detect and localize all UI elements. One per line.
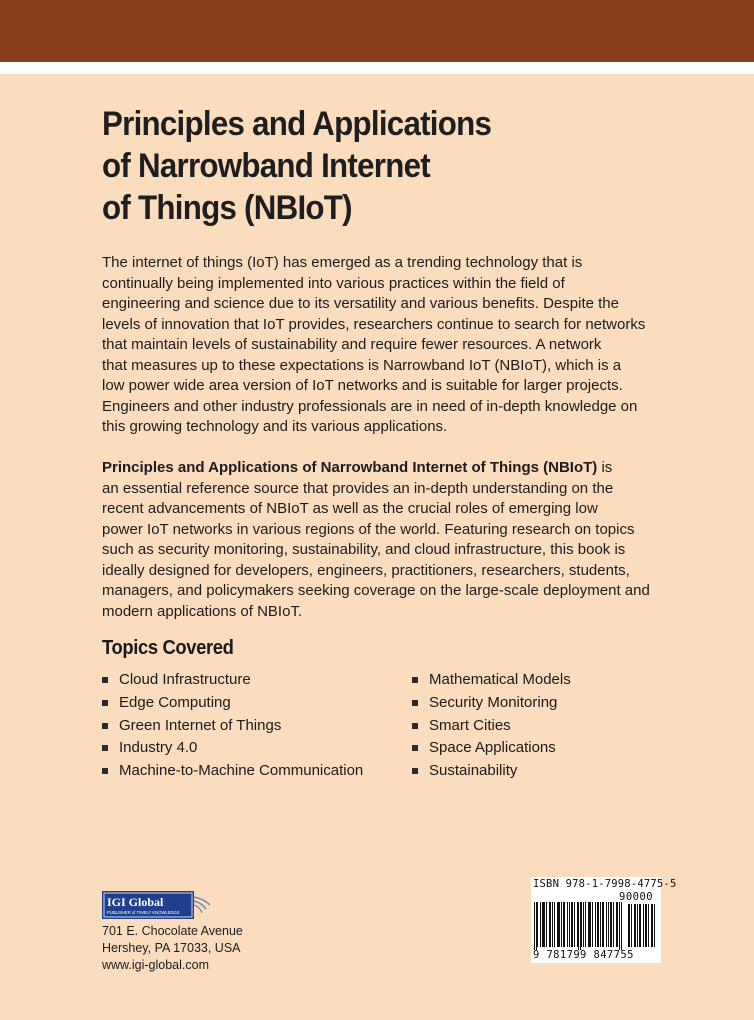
address-line: Hershey, PA 17033, USA <box>102 941 241 955</box>
barcode-bar <box>606 902 607 947</box>
barcode-bar <box>557 902 558 947</box>
title-line: of Things (NBIoT) <box>102 189 352 227</box>
book-title <box>102 103 617 229</box>
barcode-bar <box>540 902 541 947</box>
barcode-bar <box>611 902 612 947</box>
topic-label: Green Internet of Things <box>119 716 282 734</box>
barcode-bar <box>589 902 590 947</box>
barcode-addon-bar <box>637 904 638 947</box>
barcode-bar <box>588 902 589 947</box>
topics-list-right <box>412 669 571 783</box>
topic-label: Security Monitoring <box>429 693 558 711</box>
text-line: levels of innovation that IoT provides, researchers continue to search for networks <box>102 315 646 333</box>
barcode-bar <box>580 902 581 950</box>
topic-label: Cloud Infrastructure <box>119 671 251 688</box>
title-line: Principles and Applications <box>102 105 492 143</box>
text-line: that maintain levels of sustainability and require fewer resources. A network <box>102 336 602 353</box>
book-title-inline: Principles and Applications of Narrowband Internet of Things (NBIoT) <box>102 459 598 476</box>
barcode-bar <box>542 902 543 947</box>
barcode-bar <box>598 902 599 947</box>
barcode-bar <box>616 902 617 947</box>
barcode-addon-bar <box>631 904 632 947</box>
text-line: The internet of things (IoT) has emerged as a trending technology that is <box>102 254 583 271</box>
barcode-bar <box>571 902 572 947</box>
text-line: an essential reference source that provides an in-depth understanding on the <box>102 479 614 497</box>
barcode-bar <box>597 902 598 947</box>
text-line: continually being implemented into various practices within the field of <box>102 274 565 292</box>
topic-label: Industry 4.0 <box>119 739 198 757</box>
text-fragment: is <box>597 459 613 476</box>
square-bullet-icon <box>102 677 108 683</box>
list-item <box>102 737 363 760</box>
barcode-bar <box>617 902 618 947</box>
topics-list-left <box>102 669 363 783</box>
barcode-bar <box>569 902 570 947</box>
barcode-bar <box>550 902 551 947</box>
barcode-bar <box>567 902 568 947</box>
barcode-bar <box>602 902 603 947</box>
barcode-bar <box>574 902 575 947</box>
list-item <box>102 692 363 715</box>
barcode-bar <box>552 902 553 947</box>
barcode-bar <box>619 902 620 950</box>
text-line: power IoT networks in various regions of the world. Featuring research on topics <box>102 520 635 538</box>
barcode-bar <box>543 902 544 947</box>
logo-tagline: PUBLISHER of TIMELY KNOWLEDGE <box>107 910 180 915</box>
barcode-bar <box>536 902 537 950</box>
topic-label: Edge Computing <box>119 693 231 711</box>
isbn-label: ISBN 978-1-7998-4775-5 <box>533 878 677 890</box>
barcode-bar <box>608 902 609 947</box>
text-line: Engineers and other industry professionals are in need of in-depth knowledge on <box>102 397 638 415</box>
barcode-bar <box>613 902 614 947</box>
igi-global-logo <box>102 891 210 919</box>
square-bullet-icon <box>412 700 418 706</box>
topic-label: Sustainability <box>429 762 518 780</box>
barcode-addon-bar <box>643 904 644 947</box>
list-item <box>412 715 571 738</box>
description-paragraph-1 <box>102 253 662 438</box>
barcode-addon-bar <box>645 904 646 947</box>
list-item <box>412 737 571 760</box>
top-color-band <box>0 0 754 62</box>
barcode-bar <box>590 902 591 947</box>
description-paragraph-2 <box>102 458 662 622</box>
text-line: ideally designed for developers, engineers, practitioners, researchers, students, <box>102 561 630 579</box>
list-item <box>412 760 571 783</box>
topic-label: Space Applications <box>429 739 556 757</box>
barcode-addon-bar <box>654 904 655 947</box>
barcode-bar <box>585 902 586 947</box>
barcode-bar <box>592 902 593 947</box>
barcode-bar <box>583 902 584 947</box>
barcode-addon-bar <box>635 904 636 947</box>
title-line: of Narrowband Internet <box>102 147 430 185</box>
text-line: engineering and science due to its versatility and various benefits. Despite the <box>102 295 619 312</box>
text-line: such as security monitoring, sustainability, and cloud infrastructure, this book is <box>102 541 626 558</box>
barcode-bar <box>610 902 611 947</box>
text-line-first <box>102 458 662 479</box>
text-line: modern applications of NBIoT. <box>102 602 303 620</box>
barcode-bar <box>600 902 601 947</box>
topic-label: Smart Cities <box>429 716 511 734</box>
text-line: this growing technology and its various applications. <box>102 418 448 435</box>
barcode-bar <box>558 902 559 947</box>
publisher-website-link[interactable]: www.igi-global.com <box>102 958 209 972</box>
square-bullet-icon <box>412 723 418 729</box>
topic-label: Machine-to-Machine Communication <box>119 762 364 780</box>
barcode-bar <box>578 902 579 950</box>
white-stripe <box>0 62 754 74</box>
barcode-addon-bar <box>646 904 647 947</box>
barcode-bar <box>549 902 550 947</box>
barcode-bar <box>554 902 555 947</box>
square-bullet-icon <box>102 700 108 706</box>
publisher-address <box>102 923 243 974</box>
square-bullet-icon <box>102 768 108 774</box>
barcode-addon-bar <box>628 904 629 947</box>
list-item <box>102 760 363 783</box>
list-item <box>412 669 571 692</box>
list-item <box>102 669 363 692</box>
square-bullet-icon <box>412 677 418 683</box>
barcode-addon-bar <box>640 904 641 947</box>
list-item <box>102 715 363 738</box>
barcode-bar <box>559 902 560 947</box>
barcode-bar <box>561 902 562 947</box>
barcode-addon-bar <box>639 904 640 947</box>
barcode-bar <box>544 902 545 947</box>
barcode-bar <box>577 902 578 947</box>
square-bullet-icon <box>412 745 418 751</box>
barcode-addon-bar <box>651 904 652 947</box>
text-line: that measures up to these expectations is Narrowband IoT (NBIoT), which is a <box>102 356 622 374</box>
barcode-addon-bar <box>652 904 653 947</box>
barcode-bar <box>534 902 535 950</box>
square-bullet-icon <box>102 745 108 751</box>
barcode-digits: 9 781799 847755 <box>533 949 634 961</box>
barcode-bar <box>621 902 622 950</box>
square-bullet-icon <box>412 768 418 774</box>
barcode-bar <box>563 902 564 947</box>
barcode-addon-bar <box>634 904 635 947</box>
barcode-addon-bar <box>629 904 630 947</box>
list-item <box>412 692 571 715</box>
barcode-bar <box>572 902 573 947</box>
barcode-bar <box>564 902 565 947</box>
barcode-bar <box>546 902 547 947</box>
barcode-bar <box>581 902 582 947</box>
text-line: managers, and policymakers seeking coverage on the large-scale deployment and <box>102 582 650 599</box>
topics-heading: Topics Covered <box>102 637 234 659</box>
square-bullet-icon <box>102 723 108 729</box>
barcode-bar <box>595 902 596 947</box>
topic-label: Mathematical Models <box>429 671 571 688</box>
barcode-bar <box>537 902 538 947</box>
address-line: 701 E. Chocolate Avenue <box>102 924 243 938</box>
barcode-addon-number: 90000 <box>619 891 654 903</box>
text-line: low power wide area version of IoT networks and is suitable for larger projects. <box>102 377 623 394</box>
barcode-bar <box>603 902 604 947</box>
text-line: recent advancements of NBIoT as well as the crucial roles of emerging low <box>102 500 598 517</box>
barcode-addon-bar <box>648 904 649 947</box>
logo-wordmark: IGI Global <box>107 895 164 909</box>
